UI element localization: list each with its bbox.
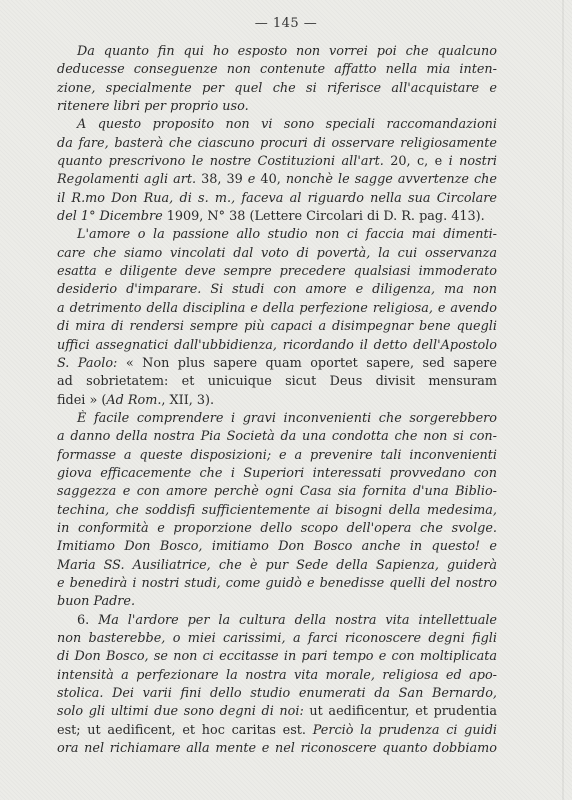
text-line bbox=[57, 483, 497, 501]
text-line bbox=[57, 648, 497, 666]
italic-text: ora nel richiamare alla mente e nel riconoscere quanto dobbiamo bbox=[57, 741, 497, 757]
italic-text: i nostri bbox=[442, 154, 497, 170]
text-line bbox=[57, 80, 497, 98]
italic-text: Da quanto fin qui ho esposto non vorrei poi che qualcuno bbox=[77, 44, 497, 59]
italic-text: stolica. Dei varii fini dello studio enumerati da San Bernardo, bbox=[57, 686, 497, 702]
roman-text: « Non plus sapere quam oportet sapere, sed sapere bbox=[125, 355, 497, 371]
text-line bbox=[57, 171, 497, 189]
roman-text: , XII, 3). bbox=[161, 392, 215, 408]
text-line bbox=[57, 263, 497, 281]
italic-text: solo gli ultimi due sono degni di noi: bbox=[57, 704, 310, 720]
text-line bbox=[57, 190, 497, 208]
text-line bbox=[57, 667, 497, 685]
italic-text: a detrimento della disciplina e della perfezione religiosa, e avendo bbox=[57, 300, 497, 316]
italic-text: saggezza e con amore perchè ogni Casa sia fornita d'una Biblio- bbox=[57, 484, 497, 500]
text-line bbox=[57, 373, 497, 391]
italic-text: nonchè le sagge avvertenze che bbox=[280, 172, 497, 188]
text-line bbox=[57, 355, 497, 373]
italic-text: e bbox=[242, 172, 261, 188]
italic-text: care che siamo vincolati dal voto di povertà, la cui osservanza bbox=[57, 245, 497, 261]
page-number: — 145 — bbox=[254, 16, 318, 31]
text-line bbox=[57, 337, 497, 355]
italic-text: Imitiamo Don Bosco, imitiamo Don Bosco anche in questo! e bbox=[57, 539, 497, 555]
text-line bbox=[57, 722, 497, 740]
text-line bbox=[57, 538, 497, 556]
italic-text: non basterebbe, o miei carissimi, a farci riconoscere degni figli bbox=[57, 631, 497, 646]
roman-text: 38, 39 bbox=[201, 172, 243, 188]
text-line bbox=[57, 630, 497, 648]
text-line bbox=[57, 153, 497, 171]
italic-text: di Don Bosco, se non ci eccitasse in pari tempo e con moltiplicata bbox=[57, 649, 497, 665]
italic-text: buon Padre. bbox=[57, 594, 136, 610]
text-line bbox=[57, 740, 497, 758]
text-line bbox=[57, 208, 497, 226]
roman-text: 6. bbox=[77, 612, 99, 628]
roman-text: ut aedificentur, et prudentia bbox=[309, 704, 497, 720]
roman-text: est; ut aedificent, et hoc caritas est. bbox=[57, 722, 313, 738]
italic-text: da fare, basterà che ciascuno procuri di osservare religiosamente bbox=[57, 135, 497, 151]
italic-text: Dicembre bbox=[95, 209, 167, 225]
italic-text: quanto prescrivono le nostre Costituzioni all'art. bbox=[57, 154, 391, 170]
roman-text: ° bbox=[89, 209, 96, 225]
italic-text: il R.mo Don Rua, di s. m., faceva al riguardo nella sua Circolare bbox=[57, 190, 497, 206]
italic-text: Maria SS. Ausiliatrice, che è pur Sede della Sapienza, guiderà bbox=[57, 557, 497, 573]
text-line bbox=[57, 116, 497, 134]
italic-text: A questo proposito non vi sono speciali raccomandazioni bbox=[77, 117, 497, 133]
italic-text: S. Paolo: bbox=[57, 355, 126, 371]
italic-text: di mira di rendersi sempre più capaci a disimpegnar bene quegli bbox=[57, 319, 497, 335]
roman-text: ad sobrietatem: et unicuique sicut Deus divisit mensuram bbox=[57, 374, 497, 390]
text-line bbox=[57, 520, 497, 538]
italic-text: giova efficacemente che i Superiori interessati provvedano con bbox=[57, 465, 497, 481]
italic-text: È facile comprendere i gravi inconvenienti che sorgerebbero bbox=[77, 410, 497, 426]
italic-text: Perciò la prudenza ci guidi bbox=[312, 722, 497, 738]
italic-text: a danno della nostra Pia Società da una condotta che non si con- bbox=[57, 429, 497, 445]
body-text bbox=[57, 43, 497, 758]
italic-text: desiderio d'imparare. Si studi con amore e diligenza, ma non bbox=[57, 282, 497, 298]
text-line bbox=[57, 410, 497, 428]
italic-text: Regolamenti agli art. bbox=[57, 172, 202, 188]
italic-text: Ma l'ardore per la cultura della nostra vita intellettuale bbox=[98, 612, 497, 628]
text-line bbox=[57, 428, 497, 446]
italic-text: L'amore o la passione allo studio non ci faccia mai dimenti- bbox=[77, 227, 497, 243]
text-line bbox=[57, 557, 497, 575]
roman-text: 1909, N° 38 (Lettere Circolari di D. R. pag. 413). bbox=[166, 209, 485, 225]
italic-text: esatta e diligente deve sempre precedere qualsiasi immoderato bbox=[57, 264, 497, 280]
italic-text: ritenere libri per proprio uso. bbox=[57, 99, 249, 115]
text-line bbox=[57, 135, 497, 153]
italic-text: zione, specialmente per quel che si riferisce all'acquistare e bbox=[57, 80, 497, 96]
roman-text: fidei » ( bbox=[57, 392, 107, 408]
page-edge-shadow bbox=[562, 0, 564, 800]
italic-text: intensità a perfezionare la nostra vita morale, religiosa ed apo- bbox=[57, 667, 497, 683]
italic-text: uffici assegnatici dall'ubbidienza, ricordando il detto dell'Apostolo bbox=[57, 337, 497, 353]
roman-text: 40, bbox=[260, 172, 281, 188]
text-line bbox=[57, 43, 497, 61]
text-line bbox=[57, 98, 497, 116]
text-line bbox=[57, 465, 497, 483]
italic-text: Ad Rom. bbox=[106, 392, 162, 408]
roman-text: 20, c, e bbox=[390, 154, 443, 170]
text-line bbox=[57, 685, 497, 703]
text-line bbox=[57, 318, 497, 336]
italic-text: del 1 bbox=[57, 209, 90, 225]
italic-text: formasse a queste disposizioni; e a prevenire tali inconvenienti bbox=[57, 447, 497, 463]
text-line bbox=[57, 575, 497, 593]
text-line bbox=[57, 502, 497, 520]
italic-text: techina, che soddisfi sufficientemente ai bisogni della medesima, bbox=[57, 502, 497, 518]
text-line bbox=[57, 300, 497, 318]
text-line bbox=[57, 281, 497, 299]
text-line bbox=[57, 245, 497, 263]
italic-text: e benedirà i nostri studi, come guidò e benedisse quelli del nostro bbox=[57, 575, 497, 591]
text-line bbox=[57, 447, 497, 465]
text-line bbox=[57, 612, 497, 630]
text-line bbox=[57, 61, 497, 79]
text-line bbox=[57, 703, 497, 721]
italic-text: in conformità e proporzione dello scopo dell'opera che svolge. bbox=[57, 520, 497, 536]
text-line bbox=[57, 226, 497, 244]
italic-text: deducesse conseguenze non contenute affatto nella mia inten- bbox=[57, 62, 497, 78]
text-line bbox=[57, 593, 497, 611]
text-line bbox=[57, 392, 497, 410]
